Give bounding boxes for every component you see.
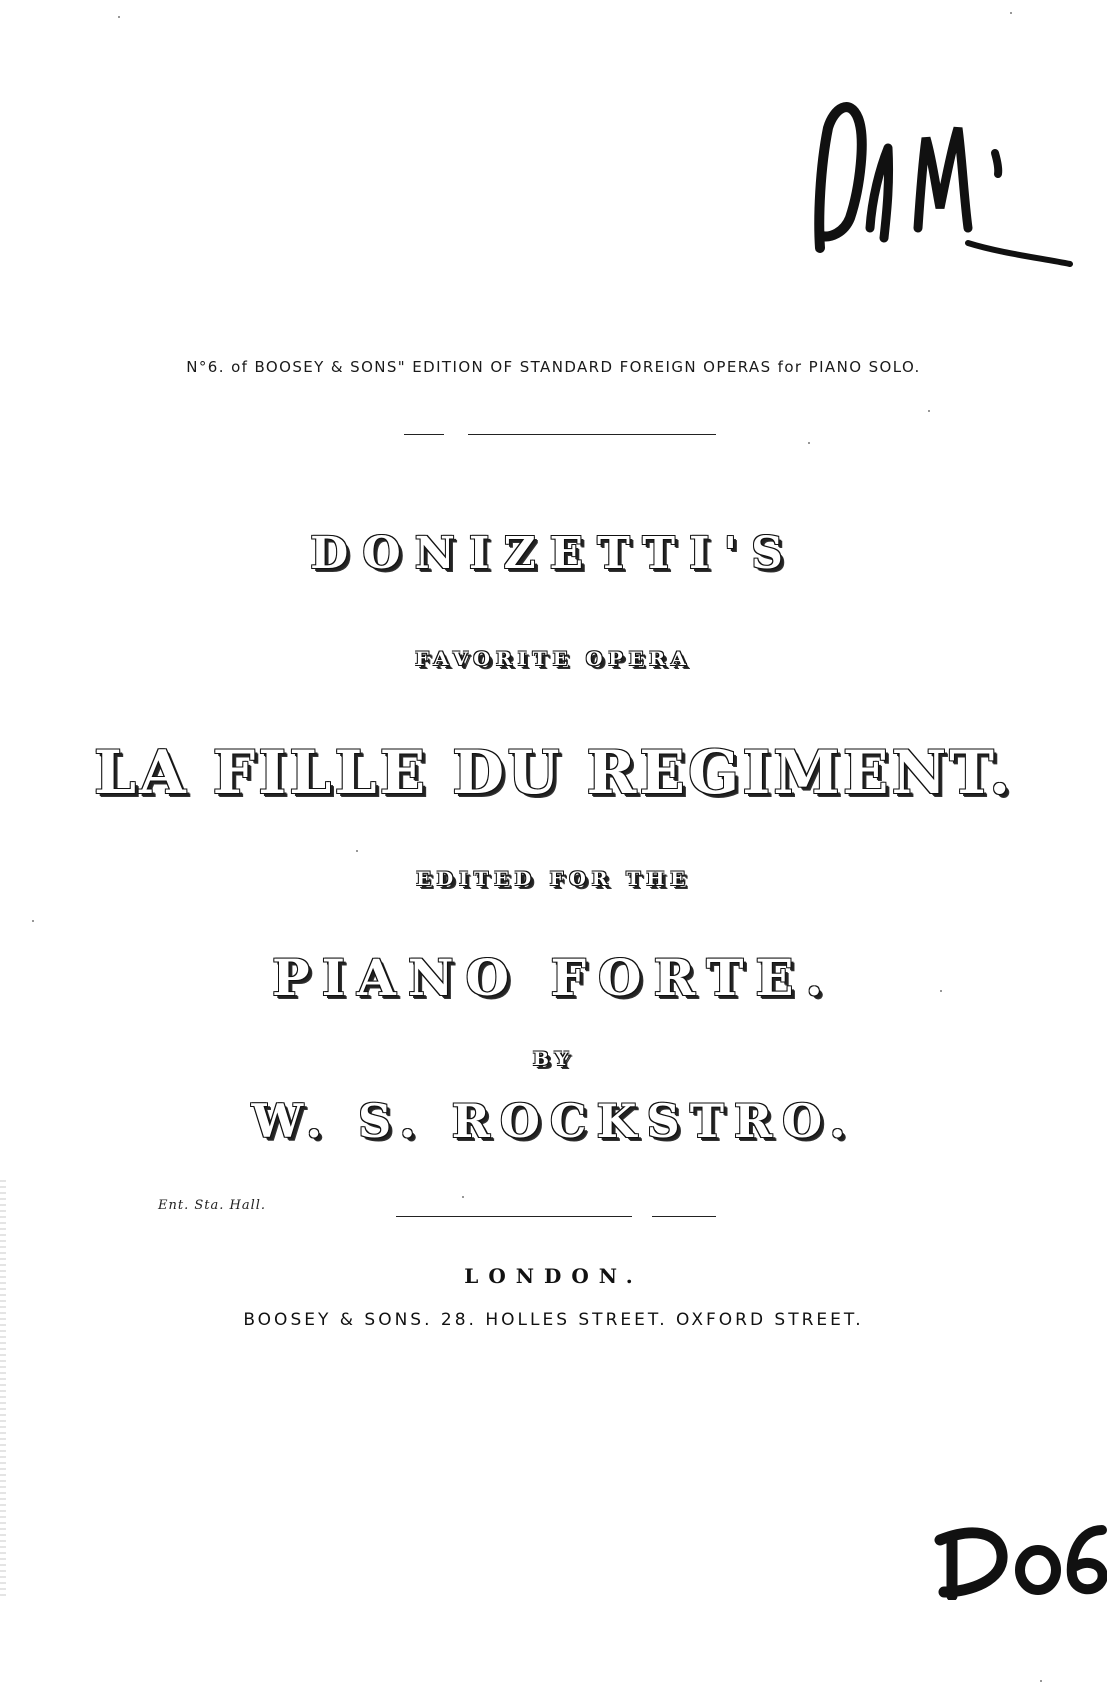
instrument-heading: PIANO FORTE. <box>272 948 835 1007</box>
divider-rule-short <box>404 434 444 435</box>
paper-speck <box>118 16 120 18</box>
divider-rule-lower-left <box>396 1216 632 1217</box>
edited-for-line: EDITED FOR THE <box>416 868 691 890</box>
paper-speck <box>462 1196 464 1198</box>
paper-speck <box>808 442 810 444</box>
subtitle-favorite-opera: FAVORITE OPERA <box>415 648 692 670</box>
handwritten-mark-bottom <box>930 1500 1107 1600</box>
paper-speck <box>928 410 930 412</box>
paper-speck <box>32 920 34 922</box>
entered-stationers-hall: Ent. Sta. Hall. <box>158 1198 267 1213</box>
paper-speck <box>1010 12 1012 14</box>
paper-speck <box>940 990 942 992</box>
paper-edge <box>0 1180 6 1600</box>
divider-rule-lower-right <box>652 1216 716 1217</box>
handwritten-mark-top <box>800 78 1080 278</box>
arranger-name: W. S. ROCKSTRO. <box>251 1094 856 1148</box>
opera-title: LA FILLE DU REGIMENT. <box>93 738 1014 808</box>
series-line: N°6. of BOOSEY & SONS" EDITION OF STANDARD FOREIGN OPERAS for PIANO SOLO. <box>186 358 921 376</box>
publisher-address: BOOSEY & SONS. 28. HOLLES STREET. OXFORD STREET. <box>243 1310 864 1330</box>
paper-speck <box>356 850 358 852</box>
publisher-city: LONDON. <box>464 1264 643 1288</box>
divider-rule-long <box>468 434 716 435</box>
composer-heading: DONIZETTI'S <box>310 528 797 579</box>
by-line: BY <box>532 1048 575 1070</box>
